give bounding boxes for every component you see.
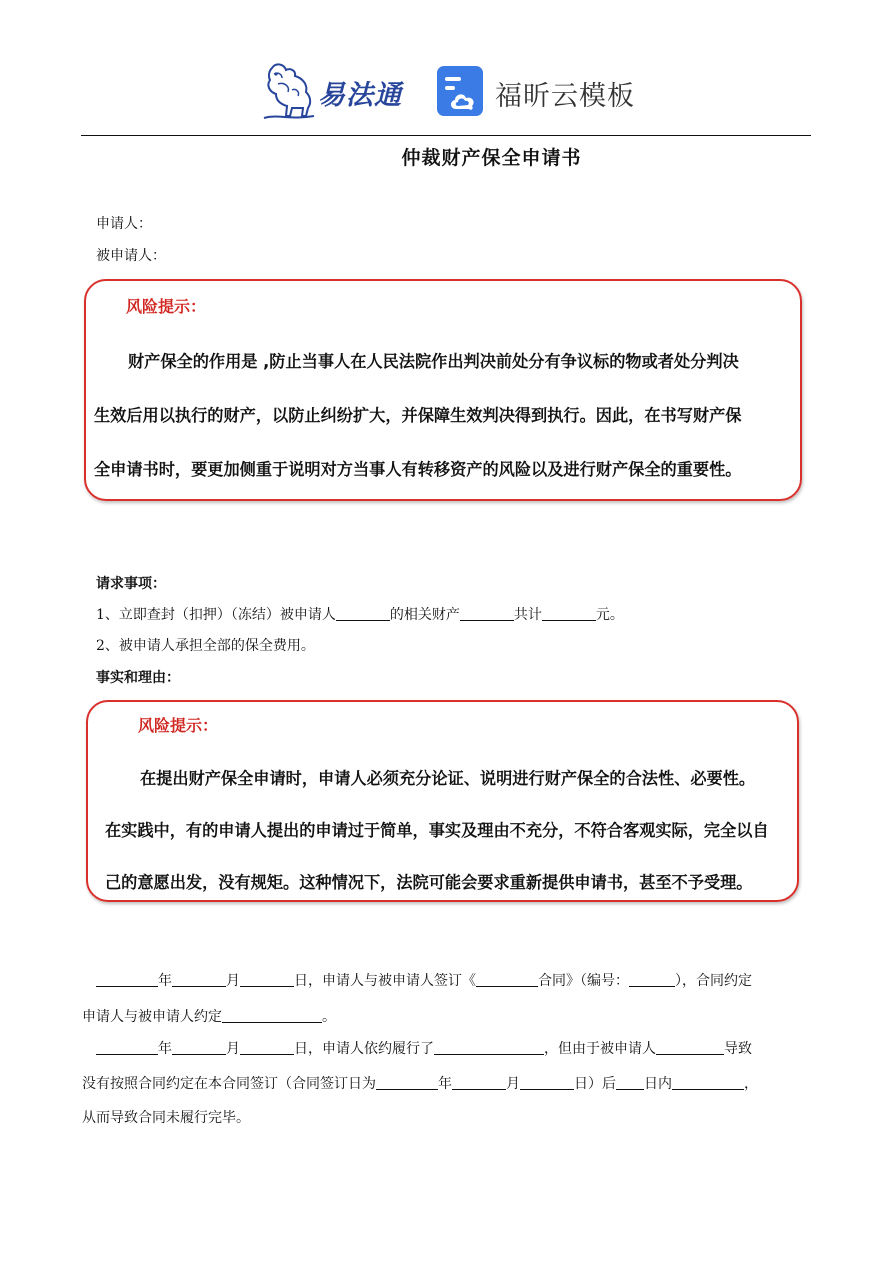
risk-notice-2-line-3: 己的意愿出发，没有规矩。这种情况下，法院可能会要求重新提供申请书，甚至不予受理。 [105,873,753,892]
request-1-part-c: 共计 [513,607,542,623]
request-item-2: 2、被申请人承担全部的保全费用。 [96,638,315,654]
year-label-2: 年 [158,1041,172,1057]
request-item-1 [96,604,624,624]
header-divider [81,135,811,136]
contract-date-text: 没有按照合同约定在本合同签订（合同签订日为 [82,1076,376,1092]
performance-text: 日，申请人依约履行了 [294,1041,434,1057]
request-1-part-b: 的相关财产 [389,607,460,623]
request-1-part-a: 1、立即查封（扣押）（冻结）被申请人 [96,607,336,623]
blank-respondent-name[interactable] [336,606,390,621]
contract-number-label: 合同》（编号： [538,973,629,989]
header-logos [0,58,893,124]
paragraph-2-line-1 [96,1038,752,1058]
risk-notice-1-line-2: 生效后用以执行的财产，以防止纠纷扩大，并保障生效判决得到执行。因此，在书写财产保 [94,406,742,425]
document-title: 仲裁财产保全申请书 [401,147,582,169]
blank-breach[interactable] [656,1040,724,1055]
risk-notice-2-line-1: 在提出财产保全申请时，申请人必须充分论证、说明进行财产保全的合法性、必要性。 [140,769,756,788]
fuxin-logo [436,65,646,117]
blank-day-2[interactable] [240,1040,294,1055]
applicant-line: 申请人： [96,216,152,232]
risk-notice-1-line-3: 全申请书时，要更加侧重于说明对方当事人有转移资产的风险以及进行财产保全的重要性。 [94,460,742,479]
month-label: 月 [226,973,240,989]
month-label-2: 月 [226,1041,240,1057]
period: 。 [322,1009,336,1025]
month-label-3: 月 [506,1076,520,1092]
risk-notice-box-2 [86,700,799,902]
risk-notice-title-1: 风险提示： [126,297,207,316]
fuxin-logo-text: 福昕云模板 [495,81,635,112]
day-after-label: 日）后 [574,1076,616,1092]
blank-month-2[interactable] [172,1040,226,1055]
but-text: ，但由于被申请人 [544,1041,656,1057]
year-label-3: 年 [438,1076,452,1092]
blank-amount[interactable] [542,606,596,621]
respondent-line: 被申请人： [96,248,166,264]
paragraph-2-line-3: 从而导致合同未履行完毕。 [82,1110,250,1126]
blank-obligation[interactable] [672,1075,744,1090]
blank-contract-number[interactable] [629,972,675,987]
year-label: 年 [158,973,172,989]
requests-heading: 请求事项： [96,576,166,592]
paragraph-2-line-2 [82,1073,758,1093]
comma: ， [744,1076,758,1092]
blank-property[interactable] [460,606,514,621]
paragraph-1-line-1 [96,970,752,990]
blank-agreement[interactable] [222,1008,322,1023]
risk-notice-2-line-2: 在实践中，有的申请人提出的申请过于简单，事实及理由不充分，不符合客观实际，完全以自 [105,821,769,840]
contract-agreement-text: ），合同约定 [675,973,752,989]
blank-contract-year[interactable] [376,1075,438,1090]
blank-year[interactable] [96,972,158,987]
blank-performance[interactable] [434,1040,544,1055]
cause-text: 导致 [724,1041,752,1057]
blank-contract-day[interactable] [520,1075,574,1090]
request-1-part-d: 元。 [595,607,624,623]
qilin-mascot-icon [262,60,322,122]
facts-heading: 事实和理由： [96,670,180,686]
signing-text: 日，申请人与被申请人签订《 [294,973,476,989]
blank-contract-month[interactable] [452,1075,506,1090]
blank-contract-name[interactable] [476,972,538,987]
yifatong-logo [262,60,412,122]
risk-notice-1-line-1: 财产保全的作用是 ,防止当事人在人民法院作出判决前处分有争议标的物或者处分判决 [128,352,739,371]
blank-days[interactable] [616,1075,644,1090]
within-days-label: 日内 [644,1076,672,1092]
risk-notice-title-2: 风险提示： [138,716,219,735]
blank-month[interactable] [172,972,226,987]
yifatong-logo-text: 易法通 [318,80,402,111]
risk-notice-box-1 [84,279,802,501]
blank-year-2[interactable] [96,1040,158,1055]
paragraph-1-line-2 [82,1006,336,1026]
cloud-document-icon [436,65,486,117]
agreement-text: 申请人与被申请人约定 [82,1009,222,1025]
blank-day[interactable] [240,972,294,987]
